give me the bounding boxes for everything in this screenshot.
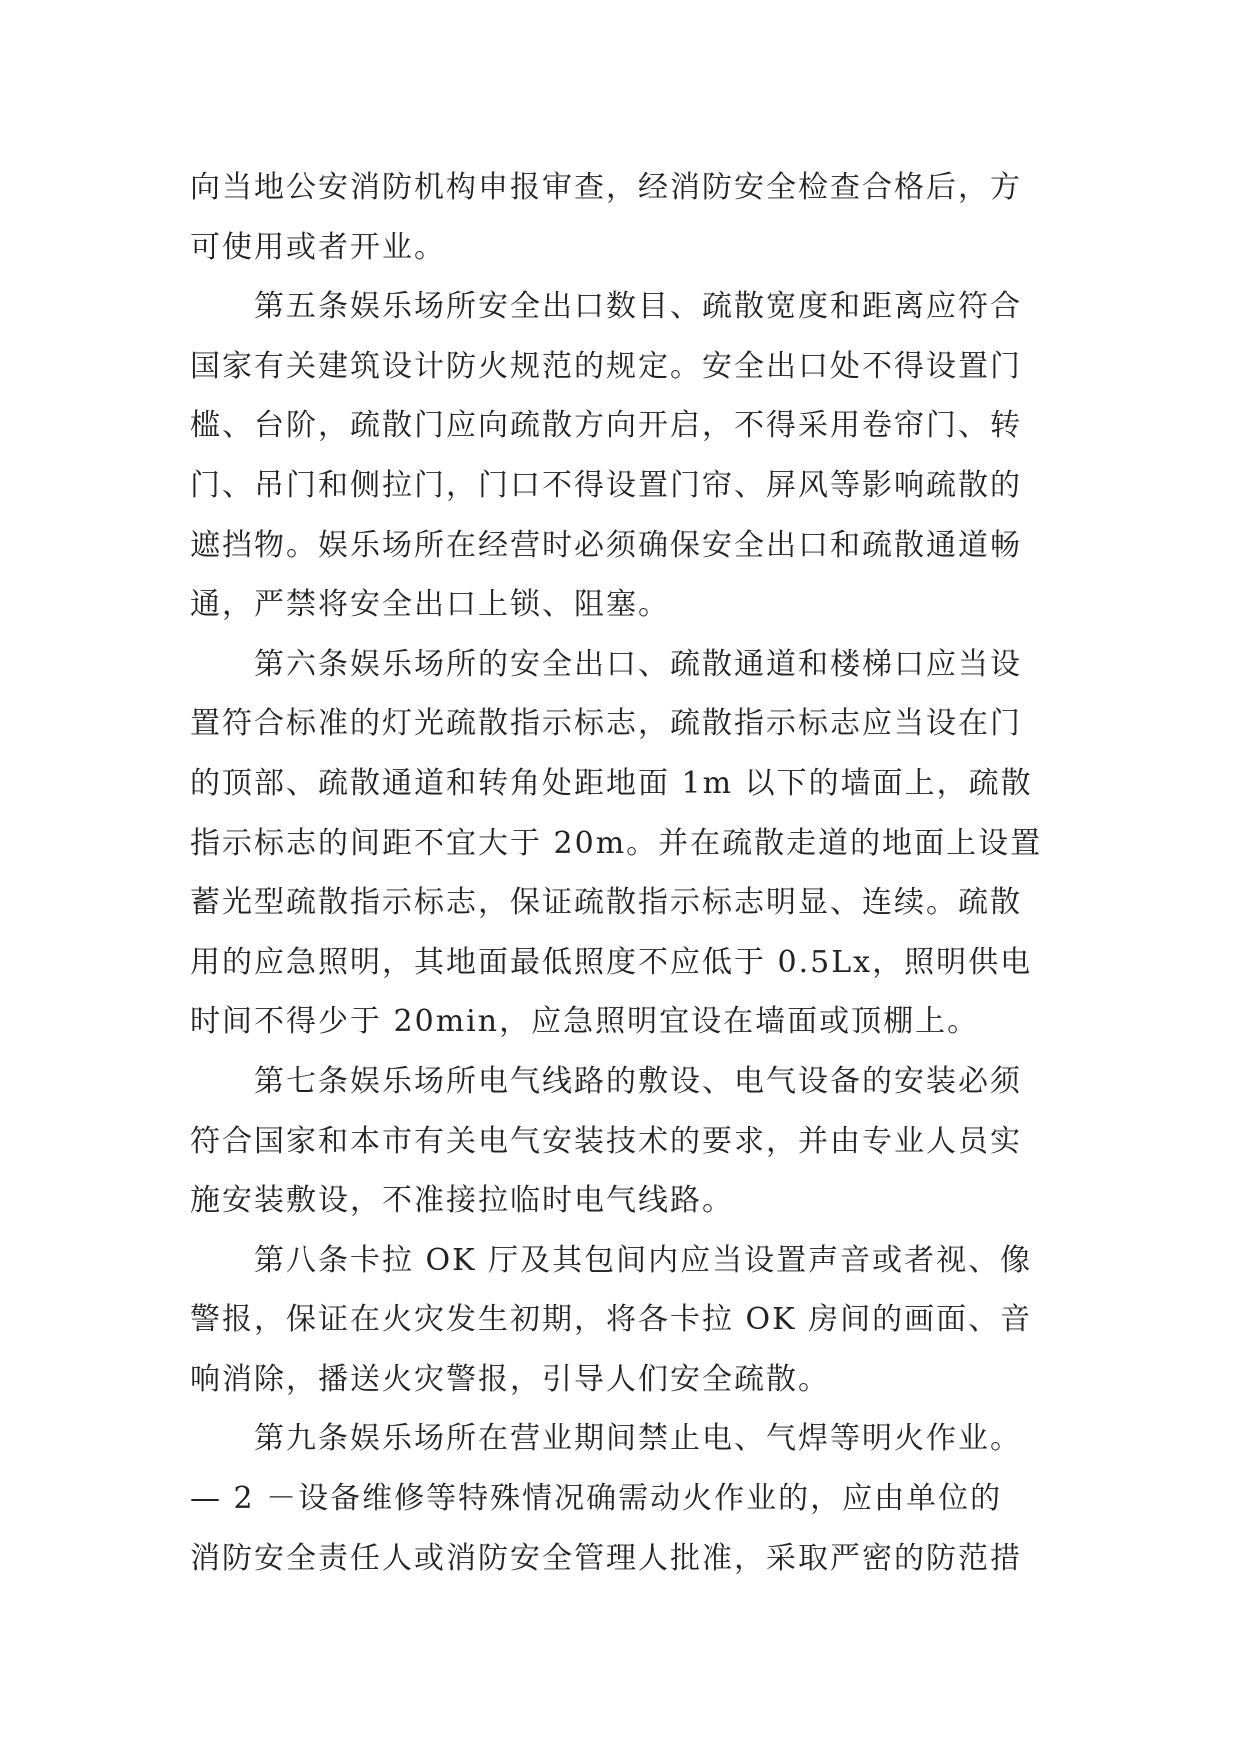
text-line: 符合国家和本市有关电气安装技术的要求，并由专业人员实	[190, 1123, 1022, 1159]
text-line: 遮挡物。娱乐场所在经营时必须确保安全出口和疏散通道畅	[190, 527, 1022, 563]
text-line: 向当地公安消防机构申报审查，经消防安全检查合格后，方	[190, 170, 1022, 205]
text-line: 消防安全责任人或消防安全管理人批准，采取严密的防范措	[190, 1540, 1022, 1576]
text-line: 槛、台阶，疏散门应向疏散方向开启，不得采用卷帘门、转	[190, 408, 1022, 444]
text-line: 门、吊门和侧拉门，门口不得设置门帘、屏风等影响疏散的	[190, 467, 1022, 503]
text-line: 置符合标准的灯光疏散指示标志，疏散指示标志应当设在门	[190, 706, 1022, 742]
text-line: 的顶部、疏散通道和转角处距地面 1m 以下的墙面上，疏散	[190, 765, 1033, 801]
text-line: 通，严禁将安全出口上锁、阻塞。	[190, 587, 670, 623]
text-line: 警报，保证在火灾发生初期，将各卡拉 OK 房间的画面、音	[190, 1302, 1033, 1338]
text-line: 响消除，播送火灾警报，引导人们安全疏散。	[190, 1361, 830, 1397]
text-line: 时间不得少于 20min，应急照明宜设在墙面或顶棚上。	[190, 1004, 980, 1040]
text-line: 第九条娱乐场所在营业期间禁止电、气焊等明火作业。	[190, 1421, 1022, 1457]
text-line: 蓄光型疏散指示标志，保证疏散指示标志明显、连续。疏散	[190, 885, 1022, 921]
text-line: 第七条娱乐场所电气线路的敷设、电气设备的安装必须	[190, 1063, 1022, 1099]
text-line: 可使用或者开业。	[190, 229, 446, 265]
text-line: 指示标志的间距不宜大于 20m。并在疏散走道的地面上设置	[190, 825, 1043, 861]
text-line: 第六条娱乐场所的安全出口、疏散通道和楼梯口应当设	[190, 646, 1022, 682]
body-text	[190, 158, 1060, 1588]
text-line: — 2 －设备维修等特殊情况确需动火作业的，应由单位的	[190, 1481, 1003, 1517]
text-line: 国家有关建筑设计防火规范的规定。安全出口处不得设置门	[190, 348, 1022, 384]
text-line: 施安装敷设，不准接拉临时电气线路。	[190, 1183, 734, 1219]
text-line: 用的应急照明，其地面最低照度不应低于 0.5Lx，照明供电	[190, 944, 1033, 980]
text-line: 第八条卡拉 OK 厅及其包间内应当设置声音或者视、像	[190, 1242, 1033, 1278]
text-line: 第五条娱乐场所安全出口数目、疏散宽度和距离应符合	[190, 289, 1022, 325]
